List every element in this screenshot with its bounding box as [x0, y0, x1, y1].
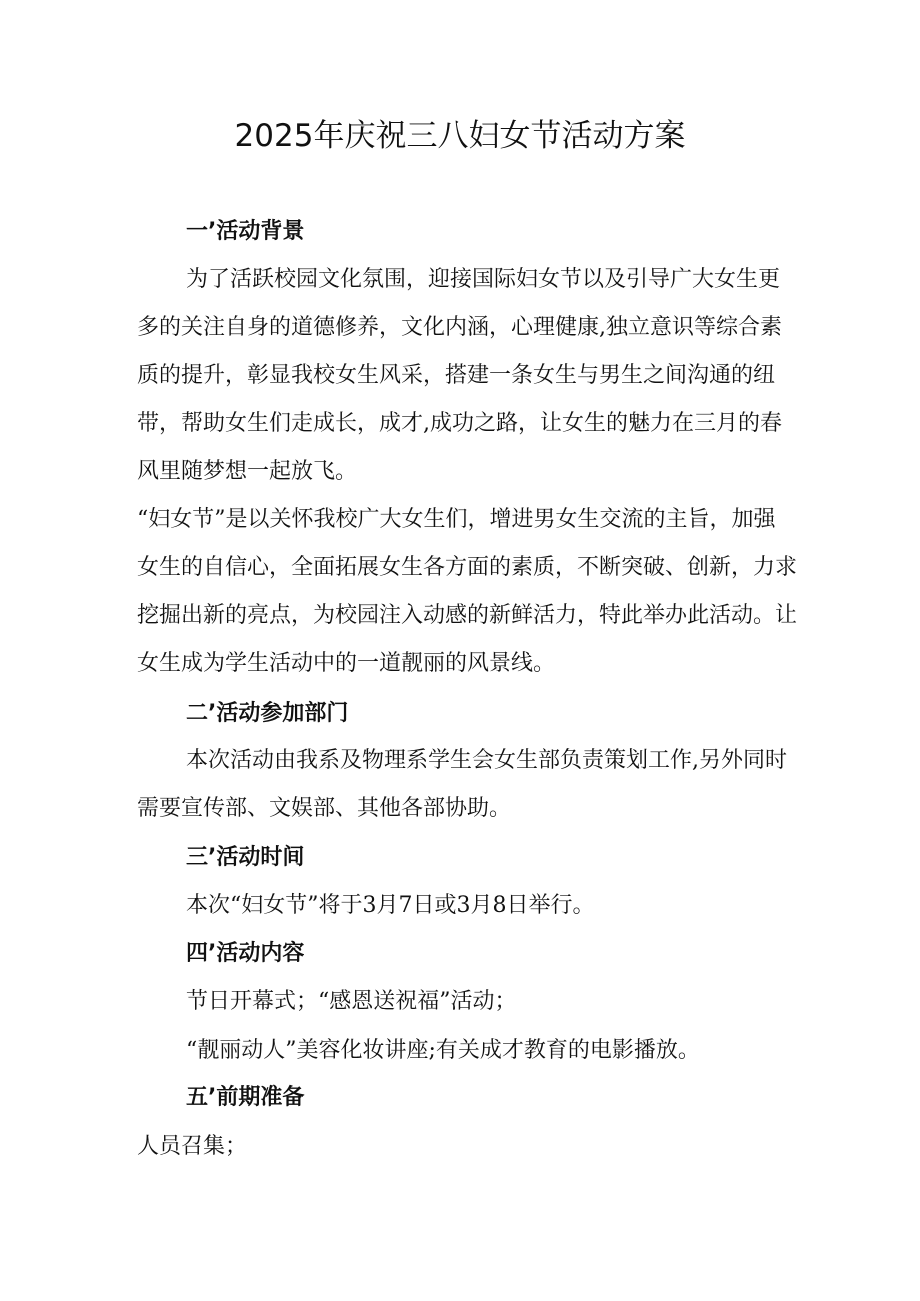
paragraph-background-1: 为了活跃校园文化氛围，迎接国际妇女节以及引导广大女生更多的关注自身的道德修养，文化内涵，心理健康,独立意识等综合素质的提升，彰显我校女生风采，搭建一条女生与男生之间沟通的纽带，帮助女生们走成长，成才,成功之路，让女生的魅力在三月的春风里随梦想一起放飞。	[137, 267, 782, 484]
content-item-opening: 节日开幕式；“感恩送祝福”活动；	[186, 989, 517, 1014]
section-heading-preparation: 五’前期准备	[186, 1085, 305, 1110]
paragraph-background-2: “妇女节”是以关怀我校广大女生们，增进男女生交流的主旨，加强女生的自信心，全面拓展女生各方面的素质，不断突破、创新，力求挖掘出新的亮点，为校园注入动感的新鲜活力，特此举办此活动。让女生成为学生活动中的一道靓丽的风景线。	[137, 507, 798, 676]
section-heading-background: 一’活动背景	[186, 219, 305, 244]
section-heading-time: 三’活动时间	[186, 845, 305, 870]
section-heading-departments: 二’活动参加部门	[186, 701, 349, 726]
paragraph-time: 本次“妇女节”将于3月7日或3月8日举行。	[186, 893, 595, 918]
document-title: 2025年庆祝三八妇女节活动方案	[234, 118, 686, 154]
paragraph-departments: 本次活动由我系及物理系学生会女生部负责策划工作,另外同时需要宣传部、文娱部、其他各部协助。	[137, 748, 787, 821]
content-item-lecture: “靓丽动人”美容化妆讲座;有关成才教育的电影播放。	[186, 1038, 700, 1063]
preparation-item-recruitment: 人员召集；	[137, 1134, 248, 1159]
section-heading-content: 四’活动内容	[186, 941, 305, 966]
